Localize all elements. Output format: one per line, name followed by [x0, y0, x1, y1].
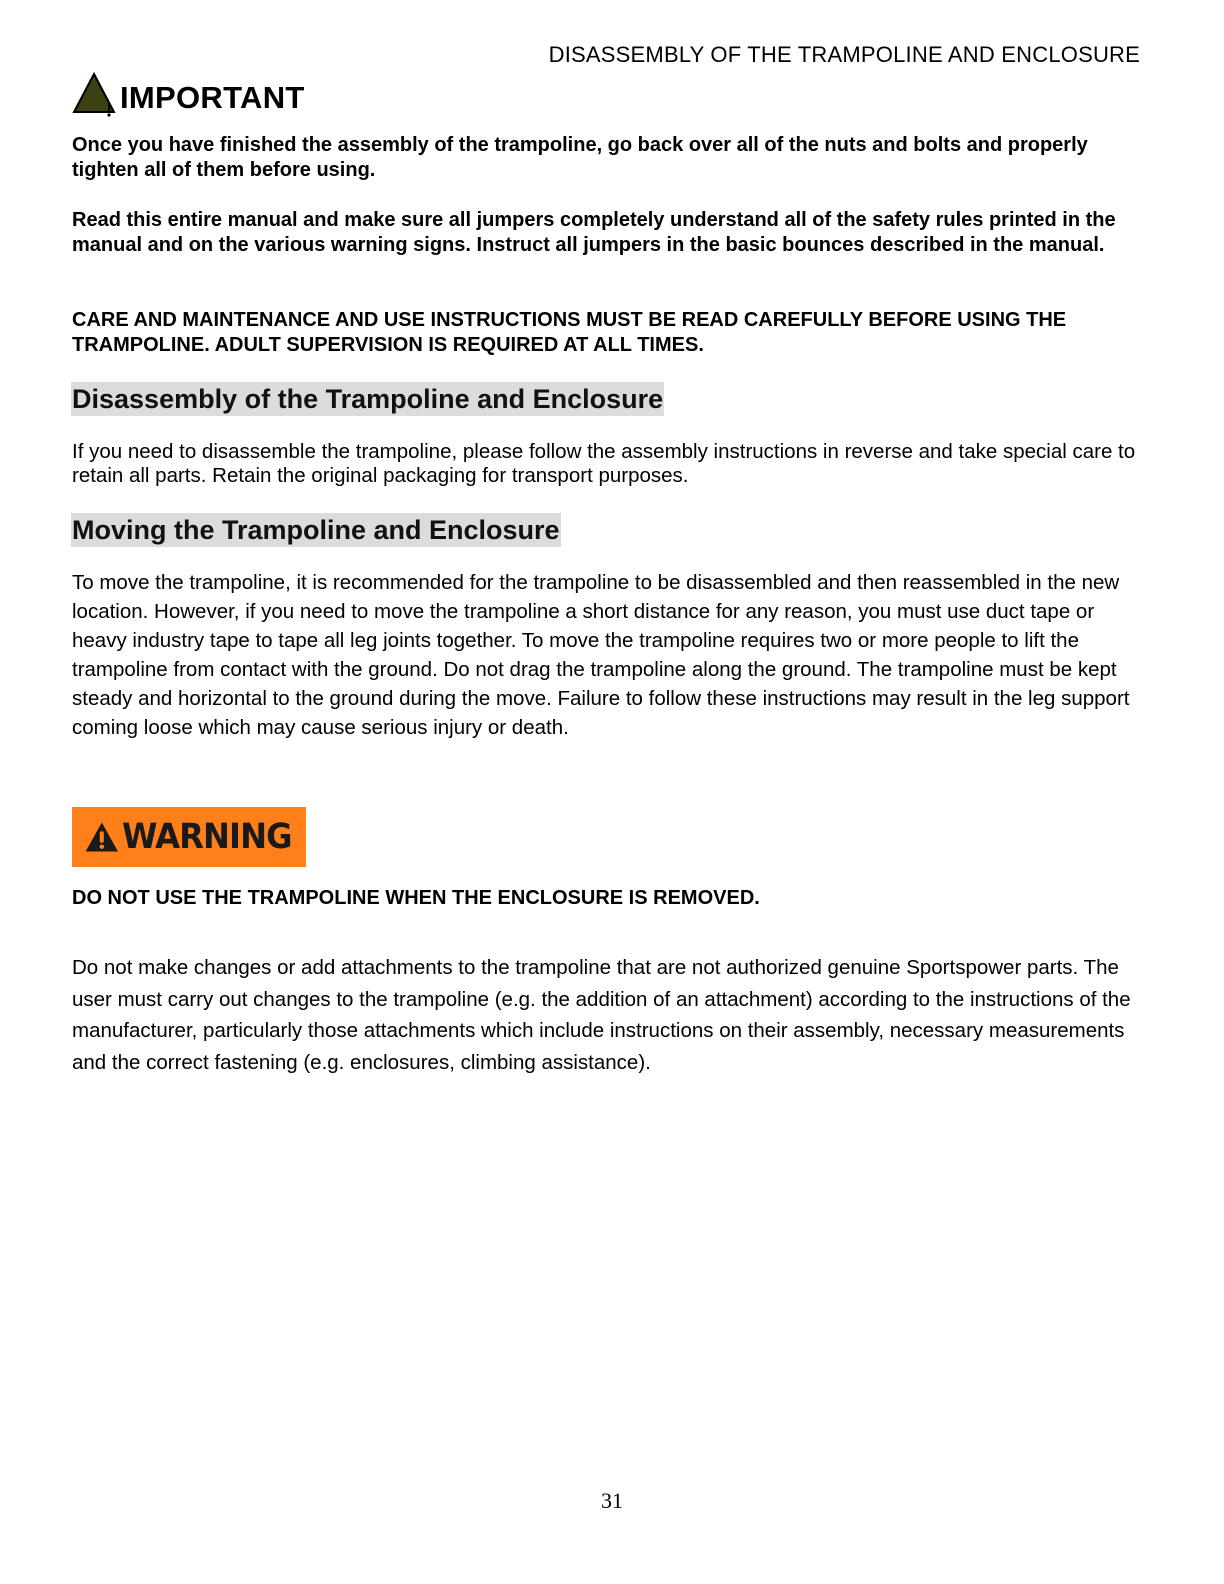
- important-paragraph-read-manual: Read this entire manual and make sure all jumpers completely understand all of the safety rules printed in the manual and on the various warning signs. Instruct all jumpers in the basic bounces described in the manual.: [72, 209, 1116, 256]
- warning-statement: DO NOT USE THE TRAMPOLINE WHEN THE ENCLOSURE IS REMOVED.: [72, 887, 760, 909]
- disassembly-body: If you need to disassemble the trampoline, please follow the assembly instructions in reverse and take special care to retain all parts. Retain the original packaging for transport purposes.: [72, 440, 1136, 487]
- important-banner: [72, 72, 305, 118]
- disassembly-heading: Disassembly of the Trampoline and Enclosure: [72, 384, 664, 414]
- page-number: 31: [601, 1488, 623, 1513]
- important-paragraph-supervision: CARE AND MAINTENANCE AND USE INSTRUCTIONS MUST BE READ CAREFULLY BEFORE USING THE TRAMPOLINE. ADULT SUPERVISION IS REQUIRED AT ALL TIMES.: [72, 309, 1067, 356]
- warning-sign: [72, 807, 306, 867]
- warning-body: Do not make changes or add attachments to the trampoline that are not authorized genuine Sportspower parts. The user must carry out changes to the trampoline (e.g. the addition of an attachment) according to the instructions of the manufacturer, particularly those attachments which include instructions on their assembly, necessary measurements and the correct fastening (e.g. enclosures, climbing assistance).: [72, 956, 1131, 1074]
- warning-label: WARNING: [121, 817, 292, 857]
- moving-heading: Moving the Trampoline and Enclosure: [72, 515, 560, 545]
- page-header: DISASSEMBLY OF THE TRAMPOLINE AND ENCLOSURE: [548, 42, 1140, 67]
- warning-triangle-icon: [84, 817, 120, 857]
- caution-triangle-icon: [72, 72, 116, 118]
- important-paragraph-tighten: Once you have finished the assembly of the trampoline, go back over all of the nuts and bolts and properly tighten all of them before using.: [72, 134, 1088, 181]
- important-title: IMPORTANT: [120, 80, 305, 115]
- moving-body: To move the trampoline, it is recommended for the trampoline to be disassembled and then reassembled in the new location. However, if you need to move the trampoline a short distance for any reason, you must use duct tape or heavy industry tape to tape all leg joints together. To move the trampoline requires two or more people to lift the trampoline from contact with the ground. Do not drag the trampoline along the ground. The trampoline must be kept steady and horizontal to the ground during the move. Failure to follow these instructions may result in the leg support coming loose which may cause serious injury or death.: [72, 571, 1130, 739]
